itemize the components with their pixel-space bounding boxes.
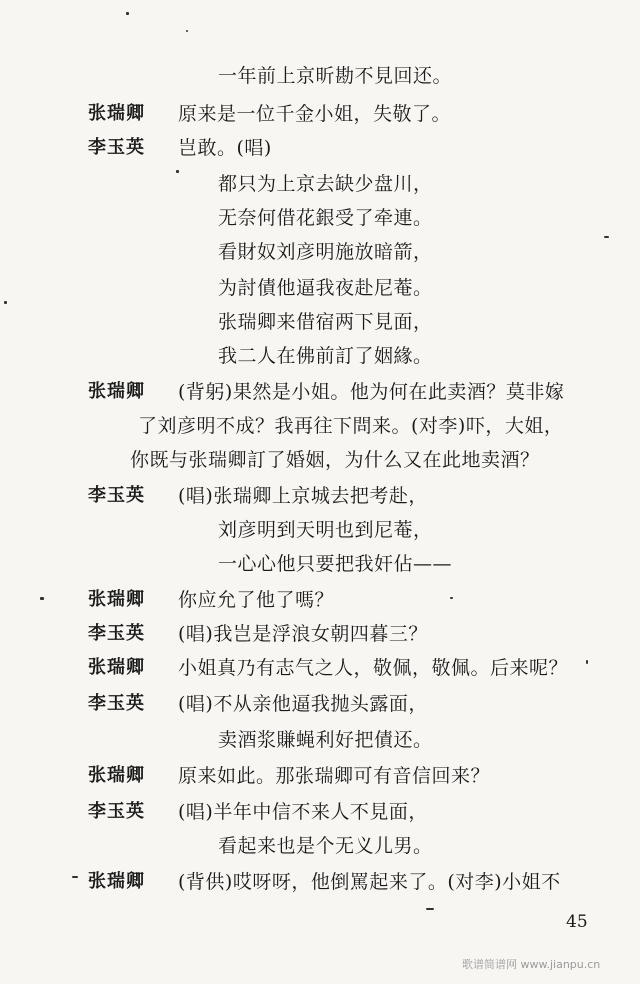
dialogue-line: (唱)张瑞卿上京城去把考赴， (178, 485, 428, 507)
verse-line: 我二人在佛前訂了姻緣。 (218, 345, 433, 367)
verse-line: 一心心他只要把我奸佔—— (218, 553, 453, 575)
dialogue-line: (背供)哎呀呀，他倒罵起来了。(对李)小姐不 (178, 871, 561, 893)
speaker-label: 李玉英 (88, 693, 145, 714)
speaker-label: 李玉英 (88, 623, 145, 644)
watermark: 歌谱简谱网 www.jianpu.cn (462, 958, 601, 971)
scan-speck (426, 908, 434, 910)
dialogue-line: 原来是一位千金小姐，失敬了。 (178, 103, 452, 125)
verse-line: 都只为上京去缺少盘川， (218, 173, 433, 195)
speaker-label: 李玉英 (88, 485, 145, 506)
speaker-label: 张瑞卿 (88, 765, 145, 786)
verse-line: 一年前上京昕勘不見回还。 (218, 65, 453, 87)
scan-speck (450, 597, 453, 599)
speaker-label: 张瑞卿 (88, 381, 145, 402)
verse-line: 为討債他逼我夜赴尼菴。 (218, 277, 433, 299)
dialogue-line: 了刘彦明不成？我再往下問来。(对李)吓，大姐， (138, 415, 564, 437)
verse-line: 看財奴刘彦明施放暗箭， (218, 241, 433, 263)
scan-speck (126, 12, 129, 15)
dialogue-line: (唱)我岂是浮浪女朝四暮三？ (178, 623, 428, 645)
speaker-label: 李玉英 (88, 801, 145, 822)
speaker-label: 张瑞卿 (88, 103, 145, 124)
dialogue-line: (背躬)果然是小姐。他为何在此卖酒？莫非嫁 (178, 381, 565, 403)
speaker-label: 张瑞卿 (88, 657, 145, 678)
scan-speck (40, 597, 44, 600)
verse-line: 卖酒浆賺蝇利好把債还。 (218, 729, 433, 751)
speaker-label: 李玉英 (88, 137, 145, 158)
scan-speck (186, 30, 188, 32)
dialogue-line: (唱)半年中信不来人不見面， (178, 801, 428, 823)
dialogue-line: (唱)不从亲他逼我抛头露面， (178, 693, 428, 715)
dialogue-line: 你应允了他了嗎？ (178, 589, 335, 611)
verse-line: 看起来也是个无义儿男。 (218, 835, 433, 857)
scan-speck (72, 876, 78, 878)
verse-line: 无奈何借花銀受了牵連。 (218, 207, 433, 229)
scan-speck (586, 660, 588, 664)
scan-speck (176, 170, 179, 173)
speaker-label: 张瑞卿 (88, 871, 145, 892)
verse-line: 张瑞卿来借宿两下見面， (218, 311, 433, 333)
dialogue-line: 你既与张瑞卿訂了婚姻，为什么又在此地卖酒？ (130, 449, 540, 471)
scan-speck (4, 301, 7, 304)
verse-line: 刘彦明到天明也到尼菴， (218, 519, 433, 541)
scan-speck (604, 236, 609, 238)
dialogue-line: 岂敢。(唱) (178, 137, 272, 159)
page-number: 45 (566, 912, 588, 932)
dialogue-line: 原来如此。那张瑞卿可有音信回来？ (178, 765, 491, 787)
dialogue-line: 小姐真乃有志气之人，敬佩，敬佩。后来呢？ (178, 657, 569, 679)
speaker-label: 张瑞卿 (88, 589, 145, 610)
